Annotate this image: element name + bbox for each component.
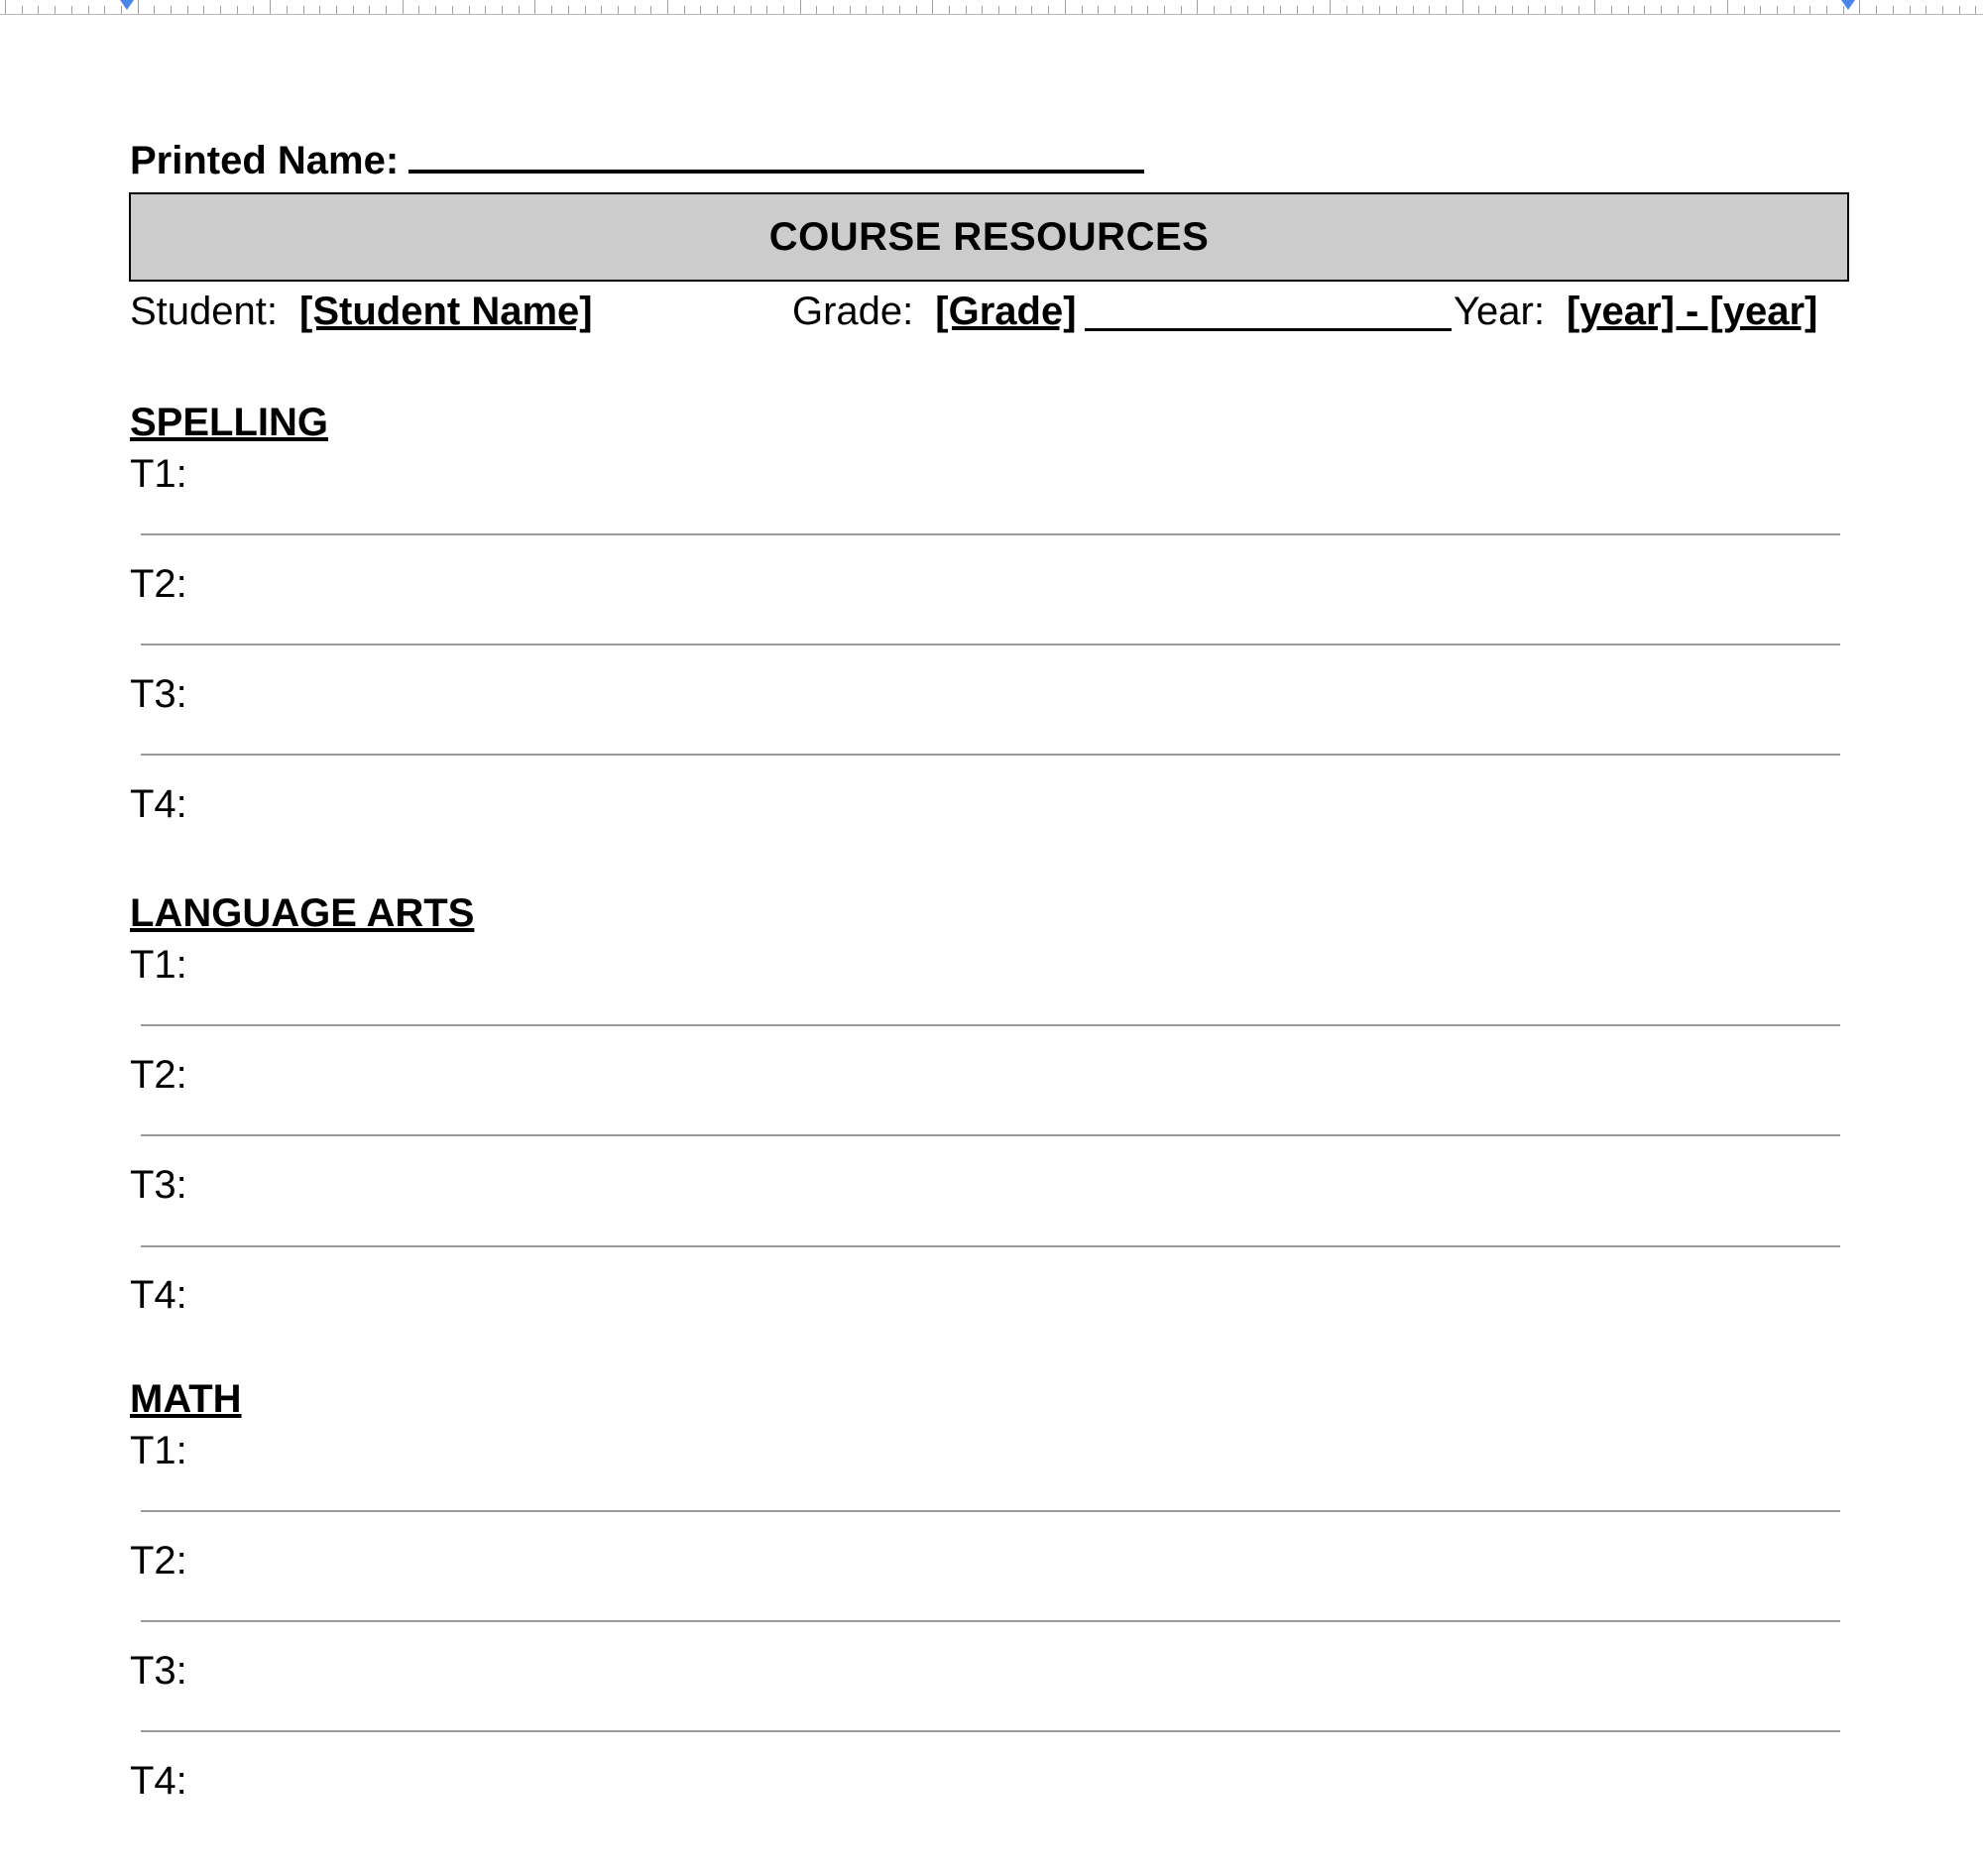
ruler-tick	[1031, 6, 1032, 14]
year-label: Year:	[1454, 290, 1545, 333]
ruler-tick	[353, 6, 354, 14]
language-arts-line-1	[141, 1024, 1840, 1026]
ruler-tick	[1446, 6, 1447, 14]
ruler-tick	[916, 6, 917, 14]
ruler-tick	[1280, 6, 1281, 14]
student-value: [Student Name]	[299, 290, 593, 333]
ruler-tick	[1429, 6, 1430, 14]
ruler-tick	[452, 6, 453, 14]
math-term-2: T2:	[130, 1539, 187, 1583]
math-term-3: T3:	[130, 1649, 187, 1693]
ruler-tick	[800, 0, 801, 14]
ruler-tick	[1693, 6, 1694, 14]
ruler-tick	[1015, 6, 1016, 14]
printed-name-label: Printed Name:	[130, 139, 400, 182]
section-title-math: MATH	[130, 1377, 242, 1421]
ruler-tick	[253, 6, 254, 14]
ruler-tick	[618, 6, 619, 14]
ruler-tick	[1297, 6, 1298, 14]
student-label: Student:	[130, 290, 279, 333]
ruler-tick	[485, 6, 486, 14]
language-arts-term-4: T4:	[130, 1273, 187, 1317]
ruler-tick	[1512, 6, 1513, 14]
ruler-tick	[418, 6, 419, 14]
math-line-1	[141, 1510, 1840, 1512]
ruler-tick	[734, 6, 735, 14]
ruler-tick	[1495, 6, 1496, 14]
ruler-tick	[766, 6, 767, 14]
ruler-tick	[650, 6, 651, 14]
ruler-tick	[1594, 0, 1595, 14]
ruler-tick	[1082, 6, 1083, 14]
ruler-tick	[502, 6, 503, 14]
ruler-tick	[1925, 6, 1926, 14]
ruler-tick	[1230, 6, 1231, 14]
ruler-tick	[551, 6, 552, 14]
ruler-tick	[1048, 6, 1049, 14]
ruler-tick	[1727, 0, 1728, 14]
year-field	[1454, 290, 1817, 334]
ruler-tick	[203, 6, 204, 14]
ruler-baseline	[0, 14, 1983, 15]
ruler-tick	[1975, 6, 1976, 14]
section-title-language-arts: LANGUAGE ARTS	[130, 891, 475, 935]
ruler-tick	[1562, 6, 1563, 14]
ruler-tick	[303, 6, 304, 14]
ruler-tick	[717, 6, 718, 14]
ruler-tick	[932, 0, 933, 14]
ruler-tick	[850, 6, 851, 14]
ruler-tick	[684, 6, 685, 14]
ruler-tick	[1396, 6, 1397, 14]
ruler-tick	[5, 0, 6, 14]
banner-title: COURSE RESOURCES	[768, 214, 1210, 259]
ruler-tick	[949, 6, 950, 14]
section-title-spelling: SPELLING	[130, 401, 329, 444]
language-arts-line-3	[141, 1245, 1840, 1247]
ruler-tick	[1247, 6, 1248, 14]
ruler-tick	[1611, 6, 1612, 14]
ruler-tick	[1893, 6, 1894, 14]
ruler-tick	[1313, 6, 1314, 14]
ruler-tick	[998, 6, 999, 14]
ruler-tick	[1628, 6, 1629, 14]
ruler-tick	[1065, 0, 1066, 14]
ruler-tick	[187, 6, 188, 14]
ruler-tick	[38, 6, 39, 14]
ruler-tick	[1131, 6, 1132, 14]
ruler-tick	[369, 6, 370, 14]
ruler-tick	[816, 6, 817, 14]
spelling-term-1: T1:	[130, 452, 187, 496]
ruler-tick	[966, 6, 967, 14]
ruler-tick	[1777, 6, 1778, 14]
math-line-2	[141, 1620, 1840, 1622]
ruler-tick	[882, 6, 883, 14]
ruler-tick	[1164, 6, 1165, 14]
ruler-tick	[1528, 6, 1529, 14]
ruler-tick	[783, 6, 784, 14]
ruler-tick	[270, 0, 271, 14]
ruler-tick	[1462, 0, 1463, 14]
ruler-tick	[71, 6, 72, 14]
ruler-tick	[287, 6, 288, 14]
ruler-tick	[1181, 6, 1182, 14]
ruler-tick	[1661, 6, 1662, 14]
ruler-tick	[866, 6, 867, 14]
ruler-tick	[1346, 6, 1347, 14]
printed-name-blank-line	[408, 170, 1144, 174]
course-resources-banner	[129, 192, 1849, 282]
spelling-line-2	[141, 644, 1840, 645]
ruler-tick	[22, 6, 23, 14]
math-term-1: T1:	[130, 1429, 187, 1472]
ruler-tick	[1826, 6, 1827, 14]
ruler-tick	[88, 6, 89, 14]
spelling-line-1	[141, 533, 1840, 535]
ruler[interactable]	[0, 0, 1983, 16]
ruler-tick	[55, 6, 56, 14]
ruler-tick	[104, 6, 105, 14]
ruler-tick	[1214, 6, 1215, 14]
ruler-tick	[1578, 6, 1579, 14]
ruler-tick	[1794, 6, 1795, 14]
ruler-tick	[1760, 6, 1761, 14]
ruler-tick	[1114, 6, 1115, 14]
ruler-tick	[171, 6, 172, 14]
spelling-term-2: T2:	[130, 562, 187, 606]
ruler-tick	[386, 6, 387, 14]
spelling-term-4: T4:	[130, 782, 187, 826]
spelling-line-3	[141, 754, 1840, 756]
ruler-tick	[121, 6, 122, 14]
ruler-tick	[700, 6, 701, 14]
ruler-tick	[1413, 6, 1414, 14]
spelling-term-3: T3:	[130, 672, 187, 716]
math-term-4: T4:	[130, 1759, 187, 1803]
ruler-tick	[154, 6, 155, 14]
ruler-tick	[469, 6, 470, 14]
ruler-tick	[601, 6, 602, 14]
ruler-tick	[568, 6, 569, 14]
language-arts-term-3: T3:	[130, 1163, 187, 1207]
ruler-tick	[1744, 6, 1745, 14]
ruler-tick	[833, 6, 834, 14]
ruler-tick	[1330, 0, 1331, 14]
ruler-tick	[1910, 6, 1911, 14]
printed-name-field	[130, 139, 1144, 183]
math-line-3	[141, 1730, 1840, 1732]
ruler-tick	[1876, 6, 1877, 14]
grade-label: Grade:	[792, 290, 914, 333]
ruler-tick	[1362, 6, 1363, 14]
ruler-tick	[220, 6, 221, 14]
year-value: [year] - [year]	[1566, 290, 1818, 333]
ruler-tick	[1147, 6, 1148, 14]
ruler-tick	[667, 0, 668, 14]
student-field	[130, 290, 593, 334]
ruler-tick	[1098, 6, 1099, 14]
ruler-tick	[1942, 6, 1943, 14]
ruler-tick	[403, 0, 404, 14]
ruler-tick	[319, 6, 320, 14]
ruler-tick	[585, 6, 586, 14]
ruler-tick	[1478, 6, 1479, 14]
grade-blank-line	[1085, 328, 1452, 331]
ruler-tick	[1263, 6, 1264, 14]
ruler-tick	[138, 0, 139, 14]
language-arts-term-1: T1:	[130, 943, 187, 987]
ruler-tick	[751, 6, 752, 14]
ruler-tick	[1197, 0, 1198, 14]
ruler-tick	[1644, 6, 1645, 14]
ruler-tick	[1545, 6, 1546, 14]
ruler-tick	[237, 6, 238, 14]
ruler-tick	[435, 6, 436, 14]
ruler-tick	[1710, 6, 1711, 14]
ruler-tick	[1809, 6, 1810, 14]
language-arts-line-2	[141, 1134, 1840, 1136]
language-arts-term-2: T2:	[130, 1053, 187, 1097]
ruler-tick	[1843, 6, 1844, 14]
ruler-tick	[519, 6, 520, 14]
ruler-tick	[899, 6, 900, 14]
ruler-tick	[336, 6, 337, 14]
ruler-tick	[1678, 6, 1679, 14]
left-indent-marker[interactable]	[120, 0, 134, 10]
ruler-tick	[1859, 0, 1860, 14]
grade-field	[792, 290, 1077, 334]
ruler-tick	[1959, 6, 1960, 14]
ruler-tick	[635, 6, 636, 14]
ruler-tick	[534, 0, 535, 14]
grade-value: [Grade]	[935, 290, 1077, 333]
ruler-tick	[982, 6, 983, 14]
ruler-tick	[1379, 6, 1380, 14]
